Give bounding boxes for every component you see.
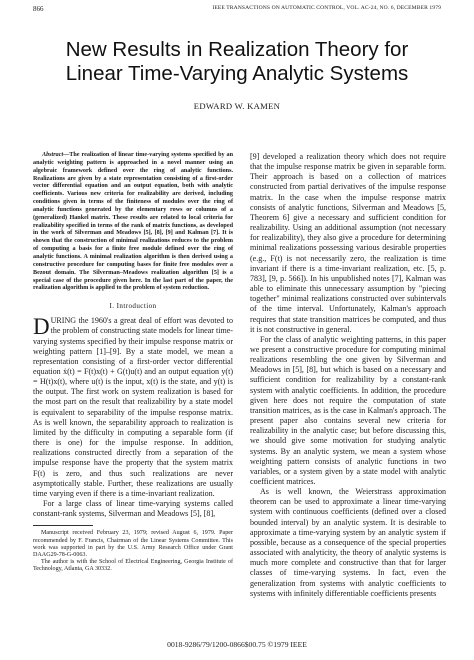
left-column (33, 152, 233, 574)
paper-title-line-1: New Results in Realization Theory for (65, 38, 409, 61)
paper-title-line-2: Linear Time-Varying Analytic Systems (65, 62, 409, 85)
intro-paragraph-2: For a large class of linear time-varying systems called constant-rank systems, Silverman and Meadows [5], [8], (33, 499, 233, 519)
abstract-text: —The realization of linear time-varying systems specified by an analytic weighting pattern is approached in a novel manner using an algebraic framework defined over the ring of analytic functions. Realizations are given by a state representation consisting of a first-order vector differential equation and an output equation, both with analytic coefficients. Various new criteria for realizability are derived, including conditions given in terms of the finiteness of modules over the ring of analytic functions generated by the elementary rows or columns of a (generalized) Hankel matrix. These results are related to local criteria for realizability specified in terms of the rank of matrix functions, as developed in the work of Silverman and Meadows [5], [8], [9] and Kalman [7]. It is shown that the construction of minimal realizations reduces to the problem of computing a basis for a finite free module defined over the ring of analytic functions. A minimal realization algorithm is then derived using a constructive procedure for computing bases for finite free modules over a Bezout domain. The Silverman–Meadows realization algorithm [5] is a special case of the procedure given here. In the last part of the paper, the realization algorithm is applied to the problem of system reduction. (33, 152, 233, 292)
author-name: EDWARD W. KAMEN (193, 101, 281, 111)
right-paragraph-2: For the class of analytic weighting patterns, in this paper we present a constructive procedure for computing minimal realizations resembling the one given by Silverman and Meadows in [5], [8], but which is based on a necessary and sufficient condition for realizability by a constant-rank system with analytic coefficients. In addition, the procedure given here does not require the computation of state transition matrices, as is the case in Kalman's approach. The present paper also contains several new criteria for realizability in the analytic case; but before discussing this, we should give some motivation for studying analytic systems. By an analytic system, we mean a system whose weighting pattern consists of analytic functions in two variables, or a system given by a state model with analytic coefficient matrices. (250, 334, 446, 486)
abstract (33, 152, 233, 293)
section-heading: I. Introduction (109, 302, 157, 311)
right-paragraph-3: As is well known, the Weierstrass approximation theorem can be used to approximate a linear time-varying system with continuous coefficients (defined over a closed bounded interval) by an analytic system. It is desirable to approximate a time-varying system by an analytic system if possible, because as a consequence of the special properties associated with analyticity, the theory of analytic systems is much more complete and constructive than that for larger classes of time-varying systems. In fact, even the generalization from systems with analytic coefficients to systems with infinitely differentiable coefficients presents (250, 487, 446, 598)
right-column (250, 152, 446, 599)
running-header: IEEE TRANSACTIONS ON AUTOMATIC CONTROL, VOL. AC-24, NO. 6, DECEMBER 1979 (212, 5, 441, 11)
intro-paragraph-1-text: URING the 1960's a great deal of effort was devoted to the problem of constructing state models for linear time-varying systems specified by their impulse response matrix or weighting pattern [1]–[9]. By a state model, we mean a representation consisting of a first-order vector differential equation ẋ(t) = F(t)x(t) + G(t)u(t) and an output equation y(t) = H(t)x(t), where u(t) is the input, x(t) is the state, and y(t) is the output. The first work on system realization is based for the most part on the result that realizability by a state model is equivalent to separability of the impulse response matrix. As is well known, the separability approach to realization is limited by the difficulty in computing a separable form (if there is one) for the impulse response. In addition, realizations constructed directly from a separation of the impulse response have the property that the system matrix F(t) is zero, and thus such realizations are never asymptotically stable. Further, these realizations are usually time varying even if there is a time-invariant realization. (33, 316, 233, 498)
footnote-divider (33, 525, 93, 526)
intro-paragraph-1 (33, 316, 233, 499)
copyright-line: 0018-9286/79/1200-0866$00.75 ©1979 IEEE (167, 640, 307, 649)
drop-cap: D (33, 314, 50, 340)
right-paragraph-1: [9] developed a realization theory which does not require that the impulse response matrix be given in separable form. Their approach is based on a collection of matrices constructed from partial derivatives of the impulse response matrix. In the case when the impulse response matrix consists of analytic functions, Silverman and Meadows [5, Theorem 6] give a necessary and sufficient condition for realizability. Using an additional assumption (not necessary for realizability), they also give a procedure for determining minimal realizations possessing various desirable properties (e.g., F(t) is not necessarily zero, the realization is time invariant if there is a time-invariant realization, etc. [5, p. 783], [9, p. 566]). In his unpublished notes [7], Kalman was able to eliminate this unnecessary assumption by "piecing together" minimal realizations constructed over subintervals of the time interval. Unfortunately, Kalman's approach requires that state transition matrices be computed, and thus it is not constructive in general. (250, 152, 446, 334)
abstract-label: Abstract (42, 152, 64, 158)
footnote-manuscript: Manuscript received February 23, 1979; revised August 6, 1979. Paper recommended by F. Francis, Chairman of the Linear Systems Committee. This work was supported in part by the U.S. Army Research Office under Grant DAAG29-78-G-0063. (33, 530, 233, 558)
page-number: 866 (33, 5, 44, 13)
paper-title (0, 38, 474, 86)
footnote-author-affiliation: The author is with the School of Electrical Engineering, Georgia Institute of Technology, Atlanta, GA 30332. (33, 559, 233, 573)
